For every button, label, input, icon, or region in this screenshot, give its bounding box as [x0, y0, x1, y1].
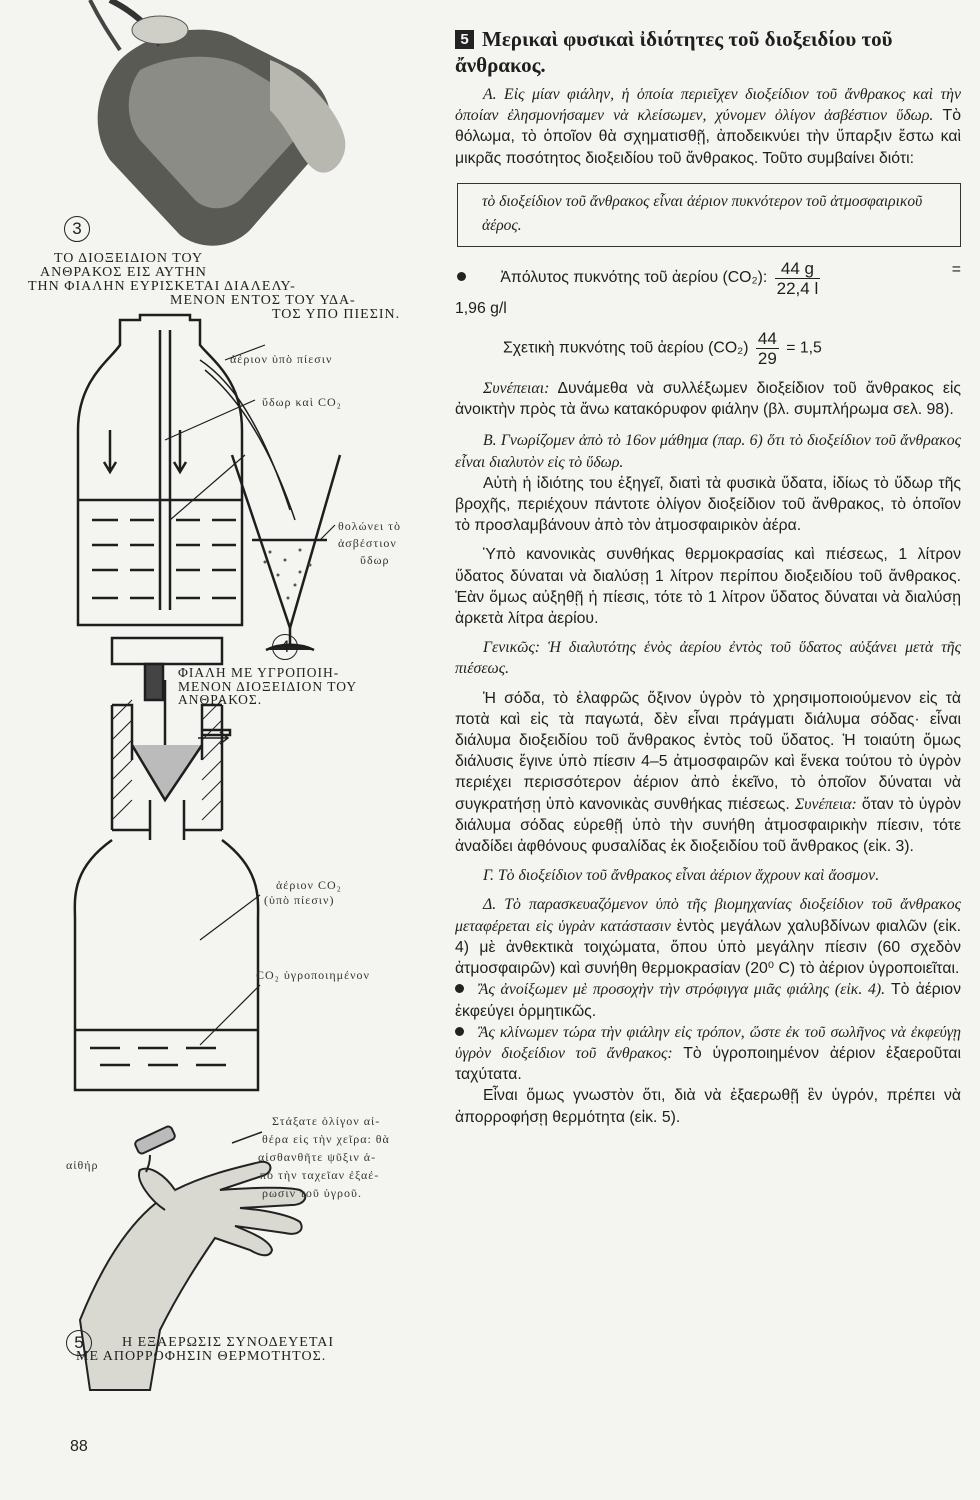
label-ether: αἰθήρ	[66, 1158, 99, 1172]
bullet-2-plain: Τὸ ὑγροποιημένον ἀέριον ἐξαεροῦται ταχύτατα.	[455, 1044, 961, 1084]
fig4-cap-line: ΑΝΘΡΑΚΟΣ.	[178, 692, 263, 707]
tilted-bottle-drawing	[90, 0, 345, 246]
pointer-line	[232, 1132, 262, 1143]
bullet-1-plain: Τὸ ἀέριον ἐκφεύγει ὁρμητικῶς.	[455, 981, 961, 1020]
rel-numerator: 44	[757, 329, 777, 349]
relative-density	[455, 329, 961, 368]
paragraph-a-italic: Α. Εἰς μίαν φιάλην, ἡ ὁποία περιεῖχεν διοξείδιον τοῦ ἄνθρακος καὶ τὴν ὁποίαν ἐλησμονήσαμεν νὰ κλείσωμεν, χύνομεν ὀλίγον ἀσβέστιον ὕδωρ.	[455, 86, 961, 125]
paragraph-d-plain: ἐντὸς μεγάλων χαλυβδίνων φιαλῶν (εἰκ. 4) μὲ ἀνθεκτικὰ τοιχώματα, ὅπου ὑπὸ μεγάλην πίεσιν (60 σχεδὸν ἀτμοσφαιρῶν) καὶ συνήθη θερμοκρασίαν (20⁰ C) τὸ ἀέριον ὑγροποιεῖται.	[455, 917, 962, 978]
drip-line: αἰσθανθῆτε ψῦξιν ἀ-	[258, 1150, 377, 1164]
rel-label: Σχετικὴ πυκνότης τοῦ ἀερίου (CO₂)	[503, 339, 749, 357]
soda-label: Συνέπεια:	[794, 795, 857, 813]
figure-4-caption	[178, 666, 357, 707]
label-under-pressure: (ὑπὸ πίεσιν)	[264, 893, 335, 907]
fig5-cap-line: Η ΕΞΑΕΡΩΣΙΣ ΣΥΝΟΔΕΥΕΤΑΙ	[122, 1335, 335, 1350]
bullet-1	[455, 979, 961, 1021]
paragraph-b: Β. Γνωρίζομεν ἀπὸ τὸ 16ον μάθημα (παρ. 6) ὅτι τὸ διοξείδιον τοῦ ἄνθρακος εἶναι διαλυτὸν εἰς τὸ ὕδωρ.	[455, 432, 961, 471]
fig3-cap-line: ΑΝΘΡΑΚΟΣ ΕΙΣ ΑΥΤΗΝ	[40, 265, 207, 280]
fig5-cap-line: ΜΕ ΑΠΟΡΡΟΦΗΣΙΝ ΘΕΡΜΟΤΗΤΟΣ.	[76, 1349, 327, 1364]
abs-label: Ἀπόλυτος πυκνότης τοῦ ἀερίου (CO₂):	[500, 269, 768, 287]
section-heading	[455, 26, 961, 78]
label-cloudy-lime	[338, 518, 401, 569]
consequences-label: Συνέπειαι:	[483, 380, 550, 398]
paragraph-d-italic: Δ. Τὸ παρασκευαζόμενον ὑπὸ τῆς βιομηχανίας διοξείδιον τοῦ ἄνθρακος μεταφέρεται εἰς ὑγρὰν κατάστασιν	[455, 896, 961, 935]
section-number: 5	[455, 30, 474, 49]
bullet-icon	[457, 272, 466, 281]
absolute-density	[457, 259, 961, 298]
fig3-cap-line: ΤΗΝ ΦΙΑΛΗΝ ΕΥΡΙΣΚΕΤΑΙ ΔΙΑΛΕΛΥ-	[28, 279, 296, 294]
text-column	[455, 26, 961, 1128]
abs-fraction	[775, 259, 821, 298]
consequences	[455, 378, 961, 420]
label-gas-co2: ἀέριον CO₂	[276, 878, 342, 892]
drip-line: Στάξατε ὀλίγον αἰ-	[272, 1114, 381, 1128]
key-statement: τὸ διοξείδιον τοῦ ἄνθρακος εἶναι ἀέριον πυκνότερον τοῦ ἀτμοσφαιρικοῦ ἀέρος.	[482, 192, 923, 234]
figure-5-number: 5	[66, 1330, 92, 1356]
abs-result: 1,96 g/l	[455, 299, 507, 317]
label-water-co2: ὕδωρ καὶ CO₂	[262, 395, 342, 409]
soda-text-2: ὅταν τὸ ὑγρὸν διάλυμα σόδας εὑρεθῇ ὑπὸ τὴν συνήθη ἀτμοσφαιρικὴν πίεσιν, τότε ἀναδίδει ἀφθόνους φυσαλίδας ἐκ διοξειδίου τοῦ ἄνθρακος (εἰκ. 3).	[455, 795, 962, 856]
figure-4-number: 4	[272, 634, 298, 660]
paragraph-a	[455, 84, 961, 169]
drip-line: θέρα εἰς τὴν χεῖρα: θὰ	[262, 1132, 390, 1146]
paragraph-c: Γ. Τὸ διοξείδιον τοῦ ἄνθρακος εἶναι ἀέριον ἄχρουν καὶ ἄοσμον.	[483, 867, 880, 885]
soda-paragraph	[455, 688, 961, 858]
paragraph-b-1: Αὐτὴ ἡ ἰδιότης του ἐξηγεῖ, διατὶ τὰ φυσικὰ ὕδατα, ἰδίως τὸ ὕδωρ τῆς βροχῆς, περιέχουν πάντοτε ὀλίγον διοξείδιον τοῦ ἄνθρακος, τὸ ὁποῖον τὸ προσλαμβάνουν ἀπὸ τὸν ἀτμοσφαιρικὸν ἀέρα.	[455, 474, 961, 535]
abs-denominator: 22,4 l	[776, 278, 819, 298]
paragraph-a-plain: Τὸ θόλωμα, τὸ ὁποῖον θὰ σχηματισθῇ, ἀποδεικνύει τὴν ὕπαρξιν ἔστω καὶ μικρᾶς ποσότητος διοξειδίου τοῦ ἄνθρακος. Τοῦτο συμβαίνει διότι:	[455, 107, 961, 167]
abs-numerator: 44 g	[775, 259, 821, 279]
section-title: Μερικαὶ φυσικαὶ ἰδιότητες τοῦ διοξειδίου τοῦ ἄνθρακος.	[455, 27, 893, 77]
bullet-1-italic: Ἂς ἀνοίξωμεν μὲ προσοχὴν τὴν στρόφιγγα μιᾶς φιάλης (εἰκ. 4).	[478, 981, 886, 999]
drip-line: πὸ τὴν ταχεῖαν ἐξαέ-	[260, 1168, 380, 1182]
rel-denominator: 29	[757, 349, 777, 369]
lime-line: ὕδωρ	[360, 553, 390, 567]
rel-result: = 1,5	[786, 339, 822, 357]
paragraph-b-2: Ὑπὸ κανονικὰς συνθήκας θερμοκρασίας καὶ πιέσεως, 1 λίτρον ὕδατος δύναται νὰ διαλύσῃ 1 λίτρον περίπου διοξειδίου τοῦ ἄνθρακος. Ἐὰν ὅμως αὐξηθῇ ἡ πίεσις, τότε τὸ 1 λίτρον ὕδατος δύναται νὰ διαλύσῃ ἀρκετὰ λίτρα ἀερίου.	[455, 546, 961, 628]
bullet-2	[455, 1022, 961, 1086]
general-rule: Γενικῶς: Ἡ διαλυτότης ἑνὸς ἀερίου ἐντὸς τοῦ ὕδατος αὐξάνει μετὰ τῆς πιέσεως.	[455, 639, 961, 678]
soda-text-1: Ἡ σόδα, τὸ ἐλαφρῶς ὄξινον ὑγρὸν τὸ χρησιμοποιούμενον εἰς τὰ ποτὰ καὶ εἰς τὰ παγωτά, δὲν εἶναι πράγματι διάλυμα σόδας· εἶναι διάλυμα διοξειδίου τοῦ ἄνθρακος ἐντὸς τοῦ ὕδατος. Ἡ τοιαύτη ὅμως διάλυσις ἔγινε ὑπὸ πίεσιν 4–5 ἀτμοσφαιρῶν καὶ ἕνεκα τούτου τὸ ὑγρὸν περιέχει περισσότερον ἀέριον ἀπὸ ἐκεῖνο, τὸ ὁποῖον δύναται νὰ συγκρατήσῃ ὑπὸ κανονικὰς συνθήκας πιέσεως.	[455, 689, 961, 813]
bullet-icon	[455, 1027, 464, 1036]
lime-line: ἀσβέστιον	[338, 536, 397, 550]
fig4-cap-line: ΦΙΑΛΗ ΜΕ ΥΓΡΟΠΟΙΗ-	[178, 665, 340, 680]
figure-5-caption	[76, 1336, 334, 1364]
consequences-text: Δυνάμεθα νὰ συλλέξωμεν διοξείδιον τοῦ ἄνθρακος εἰς ἀνοικτὴν πρὸς τὰ ἄνω κατακόρυφον φιάλην (βλ. συμπλήρωμα σελ. 98).	[455, 380, 961, 419]
figure-3-caption	[28, 251, 401, 322]
lime-line: θολώνει τὸ	[338, 519, 401, 533]
closing-paragraph: Εἶναι ὅμως γνωστὸν ὅτι, διὰ νὰ ἐξαερωθῇ ἓν ὑγρόν, πρέπει νὰ ἀπορροφήσῃ θερμότητα (εἰκ. 5).	[455, 1087, 961, 1126]
page-number: 88	[70, 1438, 88, 1455]
rel-fraction	[756, 329, 779, 368]
glass-lime-water	[232, 455, 340, 650]
fig3-cap-line: ΤΟ ΔΙΟΞΕΙΔΙΟΝ ΤΟΥ	[54, 251, 204, 266]
label-drip	[258, 1112, 390, 1202]
fig4-cap-line: ΜΕΝΟΝ ΔΙΟΞΕΙΔΙΟΝ ΤΟΥ	[178, 678, 358, 694]
fig3-cap-line: ΤΟΣ ΥΠΟ ΠΙΕΣΙΝ.	[272, 307, 401, 322]
key-statement-box	[457, 183, 961, 247]
label-gas-pressure: ἀέριον ὑπὸ πίεσιν	[230, 352, 333, 366]
label-liquid-co2: CO₂ ὑγροποιημένον	[256, 968, 370, 982]
drip-line: ρωσιν τοῦ ὑγροῦ.	[262, 1186, 362, 1200]
abs-equals: =	[951, 260, 961, 278]
fig3-cap-line: ΜΕΝΟΝ ΕΝΤΟΣ ΤΟΥ ΥΔΑ-	[170, 293, 356, 308]
bullet-icon	[455, 984, 464, 993]
paragraph-d	[455, 894, 961, 979]
figure-3-number: 3	[64, 216, 90, 242]
bullet-2-italic: Ἂς κλίνωμεν τώρα τὴν φιάλην εἰς τρόπον, ὥστε ἐκ τοῦ σωλῆνος νὰ ἐκφεύγῃ ὑγρὸν διοξείδιον τοῦ ἄνθρακος:	[455, 1023, 961, 1062]
